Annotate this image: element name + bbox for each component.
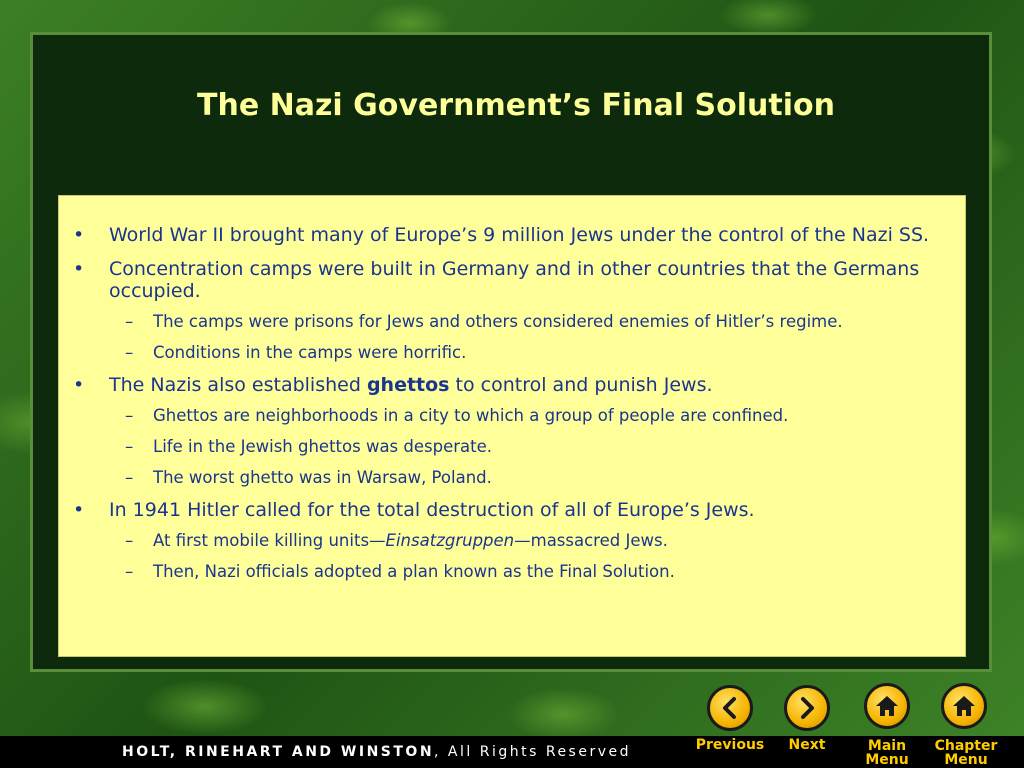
chapter-menu-line2: Menu <box>944 752 988 768</box>
bullet-text-after: to control and punish Jews. <box>449 374 713 396</box>
bullet-text: World War II brought many of Europe’s 9 million Jews under the control of the Nazi SS. <box>109 224 930 246</box>
bullet-text-bold: ghettos <box>366 374 450 396</box>
main-menu-line2: Menu <box>865 752 909 768</box>
slide-title: The Nazi Government’s Final Solution <box>197 88 835 123</box>
sub-bullet-list <box>109 406 945 487</box>
previous-button[interactable] <box>707 685 753 731</box>
main-menu-line1: Main <box>867 738 907 754</box>
sub-bullet-item: – Conditions in the camps were horrific. <box>109 343 945 362</box>
sub-bullet-item: – Life in the Jewish ghettos was desperate. <box>109 437 945 456</box>
bullet-item <box>73 374 945 487</box>
sub-bullet-list <box>109 312 945 362</box>
next-button[interactable] <box>784 685 830 731</box>
main-menu-button[interactable] <box>864 683 910 729</box>
bullet-text: Concentration camps were built in Germany and in other countries that the Germans occupied. <box>109 258 920 302</box>
publisher-credit <box>122 744 631 760</box>
chevron-left-icon <box>716 694 744 722</box>
bullet-text-before: The Nazis also established <box>109 374 367 396</box>
content-box <box>58 195 966 657</box>
publisher-rights: , All Rights Reserved <box>434 744 632 760</box>
next-label[interactable]: Next <box>788 737 826 753</box>
previous-label[interactable]: Previous <box>695 737 765 753</box>
main-menu-label[interactable] <box>852 739 922 767</box>
bullet-item <box>73 258 945 362</box>
sub-bullet-item: – Ghettos are neighborhoods in a city to which a group of people are confined. <box>109 406 945 425</box>
bullet-item <box>73 224 945 246</box>
chapter-menu-line1: Chapter <box>934 738 998 754</box>
bullet-text: In 1941 Hitler called for the total destruction of all of Europe’s Jews. <box>109 499 755 521</box>
sub-text-before: At first mobile killing units— <box>153 531 386 550</box>
home-icon <box>873 692 901 720</box>
chapter-menu-button[interactable] <box>941 683 987 729</box>
bullet-item <box>73 499 945 581</box>
chevron-right-icon <box>793 694 821 722</box>
sub-bullet-item <box>109 531 945 550</box>
sub-text-italic: Einsatzgruppen <box>385 531 515 550</box>
bullet-list <box>73 224 945 581</box>
sub-bullet-item: – The worst ghetto was in Warsaw, Poland. <box>109 468 945 487</box>
chapter-menu-label[interactable] <box>926 739 1006 767</box>
sub-bullet-list <box>109 531 945 581</box>
home-icon <box>950 692 978 720</box>
sub-bullet-item: – The camps were prisons for Jews and others considered enemies of Hitler’s regime. <box>109 312 945 331</box>
sub-text-after: —massacred Jews. <box>514 531 668 550</box>
sub-bullet-item: – Then, Nazi officials adopted a plan known as the Final Solution. <box>109 562 945 581</box>
publisher-name: HOLT, RINEHART AND WINSTON <box>122 744 435 760</box>
